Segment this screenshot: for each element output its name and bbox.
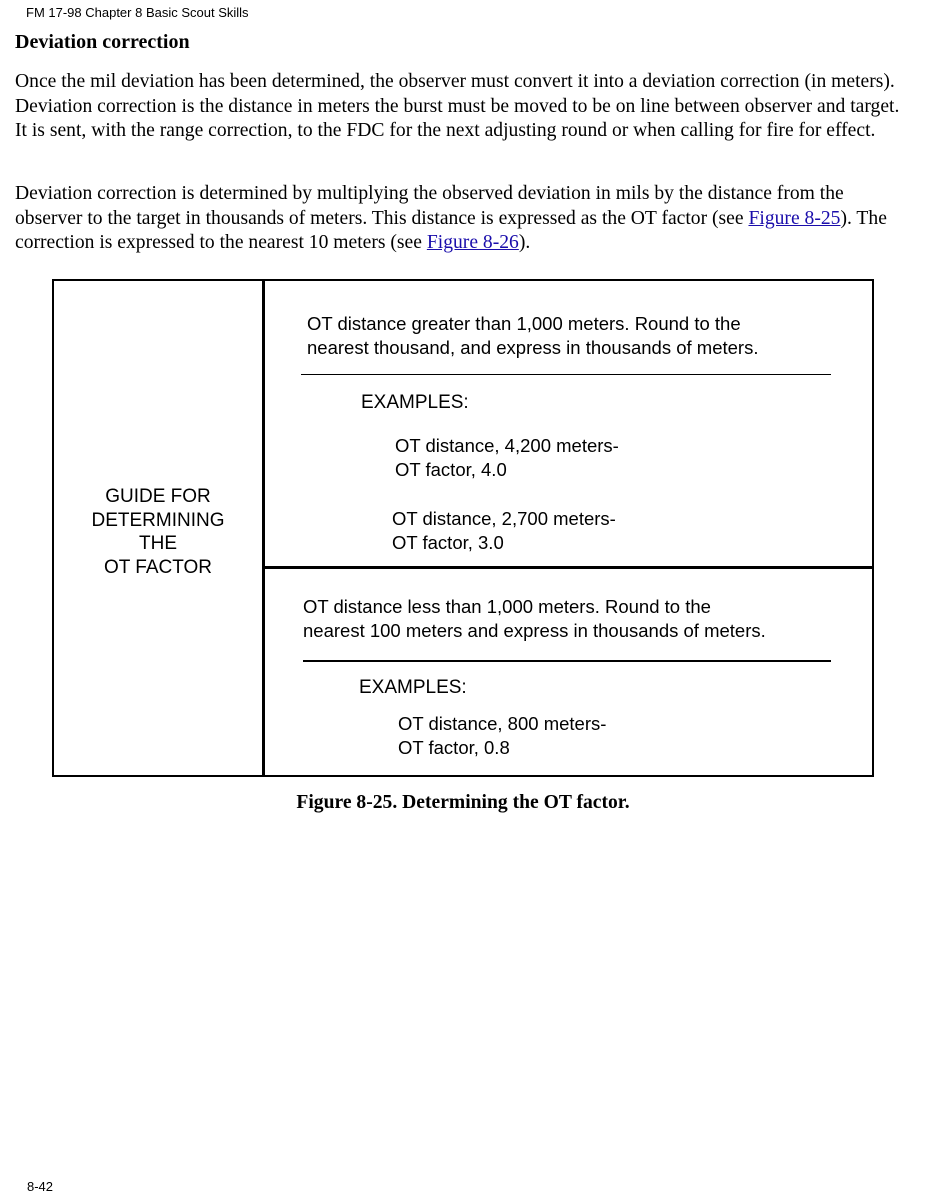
paragraph-1: Once the mil deviation has been determined, the observer must convert it into a deviation correction (in meters). Deviation correction is the distance in meters the burst must be moved to be on line between observer and target. It is sent, with the range correction, to the FDC for the next adjusting round or when calling for fire for effect. xyxy=(15,71,900,141)
paragraph-2-text-a: Deviation correction is determined by multiplying the observed deviation in mils by the distance from the observer to the target in thousands of meters. This distance is expressed as the OT factor (see xyxy=(15,183,844,229)
upper-example-2-distance: OT distance, 2,700 meters- xyxy=(392,508,616,529)
lower-example-1 xyxy=(398,712,606,759)
guide-label xyxy=(54,485,262,579)
upper-divider-line xyxy=(301,374,831,375)
lower-divider-line xyxy=(303,660,831,662)
rules-cell xyxy=(265,281,872,775)
paragraph-2-text-c: ). xyxy=(518,232,531,253)
upper-example-1-factor: OT factor, 4.0 xyxy=(395,458,507,480)
upper-example-1 xyxy=(395,434,619,481)
section-divider xyxy=(265,566,872,569)
figure-8-25-link[interactable]: Figure 8-25 xyxy=(748,207,841,229)
lower-examples-label: EXAMPLES: xyxy=(359,677,467,698)
upper-examples-label: EXAMPLES: xyxy=(361,392,469,413)
lower-example-1-factor: OT factor, 0.8 xyxy=(398,736,510,758)
upper-rule-line-2: nearest thousand, and express in thousands of meters. xyxy=(307,336,759,358)
upper-example-1-distance: OT distance, 4,200 meters- xyxy=(395,435,619,456)
lower-example-1-distance: OT distance, 800 meters- xyxy=(398,713,607,734)
figure-caption: Figure 8-25. Determining the OT factor. xyxy=(296,792,630,813)
guide-label-cell xyxy=(54,281,265,775)
section-title: Deviation correction xyxy=(15,31,190,53)
upper-rule-text xyxy=(307,312,758,359)
figure-8-26-link[interactable]: Figure 8-26 xyxy=(426,232,519,253)
upper-example-2 xyxy=(392,507,616,554)
guide-label-line: DETERMINING xyxy=(91,509,225,531)
guide-label-line: OT FACTOR xyxy=(103,556,213,578)
paragraph-2-text-b: ). The correction is expressed to the nearest 10 meters (see xyxy=(15,207,887,253)
lower-rule-text xyxy=(303,595,766,642)
upper-example-2-factor: OT factor, 3.0 xyxy=(392,531,504,553)
guide-label-line: THE xyxy=(139,533,177,554)
upper-rule-line-1: OT distance greater than 1,000 meters. Round to the xyxy=(307,313,741,334)
running-head: FM 17-98 Chapter 8 Basic Scout Skills xyxy=(26,5,249,20)
paragraph-2 xyxy=(15,182,910,256)
guide-label-line: GUIDE FOR xyxy=(105,486,211,507)
lower-rule-line-1: OT distance less than 1,000 meters. Round to the xyxy=(303,596,711,617)
page-number: 8-42 xyxy=(27,1179,54,1194)
ot-factor-figure xyxy=(52,279,874,777)
lower-rule-line-2: nearest 100 meters and express in thousands of meters. xyxy=(303,619,766,641)
